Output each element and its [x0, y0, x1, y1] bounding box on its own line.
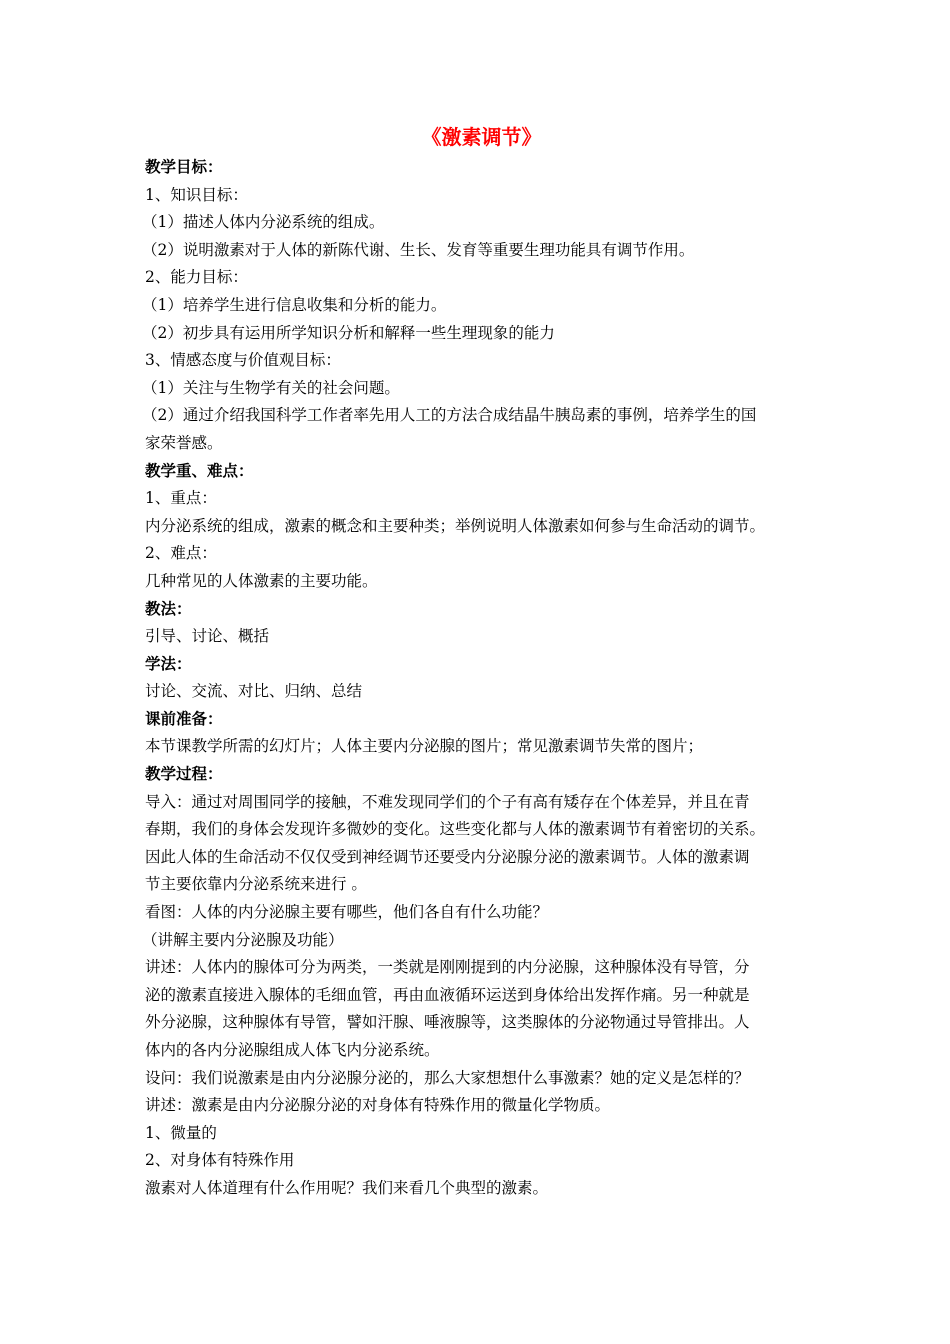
paragraph-line: 内分泌系统的组成，激素的概念和主要种类；举例说明人体激素如何参与生命活动的调节。: [145, 516, 766, 535]
section-heading: 课前准备：: [145, 709, 223, 728]
paragraph-line: 设问：我们说激素是由内分泌腺分泌的，那么大家想想什么事激素？她的定义是怎样的？: [145, 1068, 750, 1087]
paragraph-line: 2、难点：: [145, 544, 217, 563]
paragraph-line: 节主要依靠内分泌系统来进行 。: [145, 875, 367, 894]
section-heading: 学法：: [145, 654, 192, 673]
paragraph-line: 本节课教学所需的幻灯片；人体主要内分泌腺的图片；常见激素调节失常的图片；: [145, 737, 704, 756]
paragraph-line: 导入：通过对周围同学的接触，不难发现同学们的个子有高有矮存在个体差异，并且在青: [145, 792, 750, 811]
section-heading: 教学重、难点：: [145, 461, 254, 480]
paragraph-line: 激素对人体道理有什么作用呢？我们来看几个典型的激素。: [145, 1178, 549, 1197]
paragraph-line: 春期，我们的身体会发现许多微妙的变化。这些变化都与人体的激素调节有着密切的关系。: [145, 820, 766, 839]
paragraph-line: （1）关注与生物学有关的社会问题。: [142, 378, 400, 397]
section-heading: 教学目标：: [145, 158, 223, 176]
paragraph-line: （1）描述人体内分泌系统的组成。: [142, 213, 385, 232]
paragraph-line: 1、知识目标：: [145, 185, 248, 204]
paragraph-line: 1、微量的: [145, 1123, 217, 1142]
document-title: 《激素调节》: [421, 125, 542, 149]
paragraph-line: （2）通过介绍我国科学工作者率先用人工的方法合成结晶牛胰岛素的事例，培养学生的国: [142, 406, 757, 425]
paragraph-line: 讲述：激素是由内分泌腺分泌的对身体有特殊作用的微量化学物质。: [145, 1096, 611, 1115]
paragraph-line: 几种常见的人体激素的主要功能。: [145, 571, 378, 590]
paragraph-line: 看图：人体的内分泌腺主要有哪些，他们各自有什么功能？: [145, 903, 549, 922]
paragraph-line: 因此人体的生命活动不仅仅受到神经调节还要受内分泌腺分泌的激素调节。人体的激素调: [145, 847, 750, 866]
paragraph-line: 3、情感态度与价值观目标：: [145, 351, 341, 370]
document-body: [142, 154, 810, 1203]
section-heading: 教法：: [145, 599, 192, 618]
paragraph-line: 家荣誉感。: [145, 433, 223, 452]
paragraph-line: 1、重点：: [145, 489, 217, 508]
paragraph-line: 引导、讨论、概括: [145, 627, 270, 646]
paragraph-line: 外分泌腺，这种腺体有导管，譬如汗腺、唾液腺等，这类腺体的分泌物通过导管排出。人: [145, 1013, 750, 1032]
paragraph-line: （2）说明激素对于人体的新陈代谢、生长、发育等重要生理功能具有调节作用。: [142, 240, 695, 259]
paragraph-line: 泌的激素直接进入腺体的毛细血管，再由血液循环运送到身体给出发挥作痛。另一种就是: [145, 985, 750, 1004]
paragraph-line: 2、对身体有特殊作用: [145, 1151, 295, 1170]
section-heading: 教学过程：: [145, 765, 223, 784]
paragraph-line: 体内的各内分泌腺组成人体飞内分泌系统。: [145, 1041, 440, 1059]
paragraph-line: 讲述：人体内的腺体可分为两类，一类就是刚刚提到的内分泌腺，这种腺体没有导管，分: [145, 958, 750, 977]
paragraph-line: （2）初步具有运用所学知识分析和解释一些生理现象的能力: [142, 323, 555, 342]
paragraph-line: 2、能力目标：: [145, 268, 248, 287]
document-page: [142, 124, 810, 1203]
paragraph-line: （1）培养学生进行信息收集和分析的能力。: [142, 295, 447, 314]
paragraph-line: 讨论、交流、对比、归纳、总结: [145, 682, 363, 701]
paragraph-line: （讲解主要内分泌腺及功能）: [142, 930, 344, 949]
